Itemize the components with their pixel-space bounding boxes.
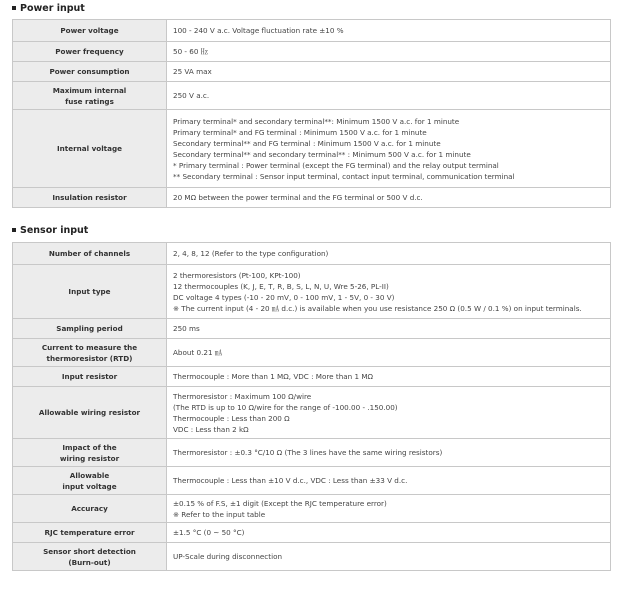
spec-value xyxy=(167,20,611,42)
bullet-icon xyxy=(12,6,16,10)
spec-label-line: Sensor short detection xyxy=(43,546,136,556)
power-input-table xyxy=(12,19,611,208)
spec-row xyxy=(13,339,611,367)
spec-value-line: About 0.21 ㎃ xyxy=(173,348,223,357)
spec-value xyxy=(167,543,611,571)
spec-value-line: Primary terminal* and secondary terminal**: Minimum 1500 V a.c. for 1 minute xyxy=(173,116,460,126)
spec-value-line: 20 MΩ between the power terminal and the FG terminal or 500 V d.c. xyxy=(173,193,423,202)
spec-value-line: Thermoresistor : ±0.3 °C/10 Ω (The 3 lines have the same wiring resistors) xyxy=(173,448,443,457)
spec-row xyxy=(13,243,611,265)
spec-label xyxy=(13,387,167,439)
spec-value-line: Thermocouple : More than 1 MΩ, VDC : More than 1 MΩ xyxy=(173,372,374,381)
spec-row xyxy=(13,188,611,208)
spec-row xyxy=(13,387,611,439)
spec-value-line: 2 thermoresistors (Pt-100, KPt-100) xyxy=(173,270,301,280)
spec-value-line: 50 - 60 ㎐ xyxy=(173,47,208,56)
spec-label-line: Number of channels xyxy=(48,249,131,258)
spec-label xyxy=(13,62,167,82)
spec-label xyxy=(13,523,167,543)
spec-value xyxy=(167,42,611,62)
spec-value xyxy=(167,523,611,543)
spec-value xyxy=(167,339,611,367)
spec-label xyxy=(13,265,167,319)
spec-value xyxy=(167,82,611,110)
spec-label-line: input voltage xyxy=(62,481,117,491)
spec-label xyxy=(13,82,167,110)
spec-row xyxy=(13,467,611,495)
spec-label-line: Insulation resistor xyxy=(52,193,127,202)
spec-value-line: 250 ms xyxy=(173,324,200,333)
spec-label-line: Impact of the xyxy=(62,442,117,452)
spec-label-line: fuse ratings xyxy=(65,96,114,106)
spec-row xyxy=(13,523,611,543)
sensor-input-title: Sensor input xyxy=(20,225,89,236)
sensor-input-table xyxy=(12,242,611,571)
spec-value xyxy=(167,110,611,188)
spec-value xyxy=(167,439,611,467)
spec-value-line: ** Secondary terminal : Sensor input terminal, contact input terminal, communication terminal xyxy=(173,171,515,181)
spec-value-line: Secondary terminal** and secondary terminal** : Minimum 500 V a.c. for 1 minute xyxy=(173,149,471,159)
spec-label xyxy=(13,495,167,523)
spec-label-line: Input type xyxy=(68,287,111,296)
spec-value-line: Secondary terminal** and FG terminal : Minimum 1500 V a.c. for 1 minute xyxy=(173,138,441,148)
spec-label xyxy=(13,367,167,387)
spec-value-line: ±1.5 °C (0 ~ 50 °C) xyxy=(173,528,245,537)
spec-label-line: Allowable xyxy=(69,470,110,480)
spec-value xyxy=(167,265,611,319)
spec-row xyxy=(13,20,611,42)
spec-value-line: Thermoresistor : Maximum 100 Ω/wire xyxy=(173,391,312,401)
spec-label xyxy=(13,439,167,467)
spec-label-line: Maximum internal xyxy=(52,85,127,95)
spec-label xyxy=(13,20,167,42)
spec-value xyxy=(167,387,611,439)
spec-value-line: UP-Scale during disconnection xyxy=(173,552,283,561)
spec-label-line: Internal voltage xyxy=(57,144,122,153)
spec-label-line: Input resistor xyxy=(61,372,118,381)
spec-label-line: Accuracy xyxy=(71,504,108,513)
spec-label-line: Power frequency xyxy=(55,47,124,56)
spec-label xyxy=(13,467,167,495)
spec-value-line: 100 - 240 V a.c. Voltage fluctuation rate ±10 % xyxy=(173,26,344,35)
spec-label-line: Power voltage xyxy=(60,26,119,35)
spec-label xyxy=(13,339,167,367)
spec-label xyxy=(13,243,167,265)
power-input-heading xyxy=(12,3,85,14)
bullet-icon xyxy=(12,228,16,232)
spec-value xyxy=(167,319,611,339)
spec-value-line: ±0.15 % of F.S, ±1 digit (Except the RJC temperature error) xyxy=(173,498,387,508)
spec-value-line: 250 V a.c. xyxy=(173,91,210,100)
spec-label-line: Current to measure the xyxy=(41,342,138,352)
spec-row xyxy=(13,265,611,319)
spec-row xyxy=(13,82,611,110)
spec-value-line: Thermocouple : Less than 200 Ω xyxy=(173,413,290,423)
spec-row xyxy=(13,439,611,467)
spec-row xyxy=(13,495,611,523)
spec-value-line: Thermocouple : Less than ±10 V d.c., VDC : Less than ±33 V d.c. xyxy=(173,476,408,485)
spec-value-line: * Primary terminal : Power terminal (except the FG terminal) and the relay output terminal xyxy=(173,160,499,170)
spec-label xyxy=(13,319,167,339)
spec-row xyxy=(13,319,611,339)
spec-label-line: wiring resistor xyxy=(59,453,120,463)
spec-row xyxy=(13,543,611,571)
spec-value-line: (The RTD is up to 10 Ω/wire for the range of -100.00 - .150.00) xyxy=(173,402,398,412)
spec-value-line: 2, 4, 8, 12 (Refer to the type configuration) xyxy=(173,249,329,258)
spec-label-line: Power consumption xyxy=(49,67,130,76)
spec-row xyxy=(13,367,611,387)
spec-value-line: 12 thermocouples (K, J, E, T, R, B, S, L, N, U, Wre 5-26, PL-II) xyxy=(173,281,389,291)
spec-label-line: RJC temperature error xyxy=(44,528,135,537)
power-input-title: Power input xyxy=(20,3,85,14)
spec-label xyxy=(13,42,167,62)
spec-row xyxy=(13,110,611,188)
spec-value xyxy=(167,62,611,82)
spec-value xyxy=(167,367,611,387)
spec-label-line: Allowable wiring resistor xyxy=(38,408,141,417)
spec-value xyxy=(167,243,611,265)
spec-value-line: Primary terminal* and FG terminal : Minimum 1500 V a.c. for 1 minute xyxy=(173,127,427,137)
sensor-input-heading xyxy=(12,225,88,236)
spec-value-line: VDC : Less than 2 kΩ xyxy=(173,424,249,434)
spec-label xyxy=(13,543,167,571)
spec-label-line: (Burn-out) xyxy=(68,557,111,567)
spec-label-line: Sampling period xyxy=(56,324,123,333)
spec-label-line: thermoresistor (RTD) xyxy=(46,353,133,363)
spec-row xyxy=(13,42,611,62)
spec-value-line: ※ The current input (4 - 20 ㎃ d.c.) is available when you use resistance 250 Ω (0.5 W / 0.1 %) on input terminals. xyxy=(173,303,582,313)
spec-value xyxy=(167,188,611,208)
spec-label xyxy=(13,188,167,208)
spec-label xyxy=(13,110,167,188)
spec-value xyxy=(167,495,611,523)
spec-value-line: 25 VA max xyxy=(173,67,212,76)
spec-value-line: ※ Refer to the input table xyxy=(173,509,266,519)
spec-value xyxy=(167,467,611,495)
spec-value-line: DC voltage 4 types (-10 - 20 mV, 0 - 100 mV, 1 - 5V, 0 - 30 V) xyxy=(173,292,395,302)
spec-row xyxy=(13,62,611,82)
